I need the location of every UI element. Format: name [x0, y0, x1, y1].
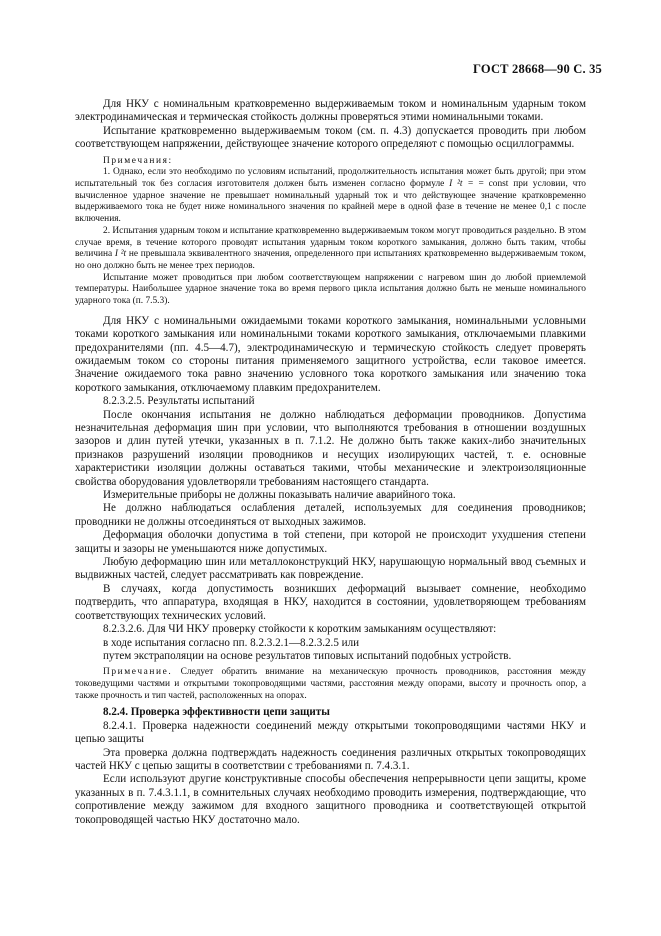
note-item — [75, 167, 586, 226]
paragraph: Не должно наблюдаться ослабления деталей, используемых для соединения проводников; проводники не должны отсоединяться от выходных зажимов. — [75, 502, 586, 528]
note-text: 2. Испытания ударным током и испытание кратковременно выдерживаемым током могут проводиться раздельно. В этом случае время, в течение которого проводят испытания ударным током короткого замыкания, должно быть таким, чтобы величина — [75, 225, 586, 260]
document-body — [75, 98, 586, 827]
paragraph: Если используют другие конструктивные способы обеспечения непрерывности цепи защиты, кроме указанных в п. 7.4.3.1.1, в сомнительных случаях необходимо проводить измерения, подтверждающие, что сопротивление между зажимом для входного защитного проводника и соответствующей открытой токопроводящей частью НКУ достаточно мало. — [75, 773, 586, 826]
paragraph: Испытание кратковременно выдерживаемым током (см. п. 4.3) допускается проводить при любом соответствующем напряжении, действующее значение которого определяют с помощью осциллограммы. — [75, 124, 586, 151]
section-heading: 8.2.4. Проверка эффективности цепи защиты — [103, 706, 330, 719]
notes-title: Примечания: — [103, 155, 173, 166]
note-item: Испытание может проводиться при любом соответствующем напряжении с нагревом шин до любой приемлемой температуры. Наибольшее ударное значение тока во время первого цикла испытания должно быть не меньше номинального ударного тока (п. 7.5.3). — [75, 272, 586, 307]
note-text: не превышала эквивалентного значения, определенного при испытаниях кратковременно выдерживаемым током, но оно должно быть не менее трех периодов. — [75, 249, 586, 271]
paragraph: 8.2.3.2.6. Для ЧИ НКУ проверку стойкости к коротким замыканиям осуществляют: — [103, 623, 497, 636]
paragraph: 8.2.4.1. Проверка надежности соединений между открытыми токопроводящими частями НКУ и цепью защиты — [75, 719, 586, 746]
section-heading: 8.2.3.2.5. Результаты испытаний — [103, 395, 255, 408]
note-item — [75, 226, 586, 273]
paragraph: В случаях, когда допустимость возникших деформаций вызывает сомнение, необходимо подтвердить, что аппаратура, входящая в НКУ, находится в состоянии, удовлетворяющем требованиям соответствующих технических условий. — [75, 582, 586, 622]
formula: I ²t = — [449, 179, 474, 190]
running-header: ГОСТ 28668—90 С. 35 — [473, 62, 602, 76]
paragraph: После окончания испытания не должно наблюдаться деформации проводников. Допустима незначительная деформация шин при условии, что выполняются требования в отношении воздушных зазоров и длин путей утечки, указанных в п. 7.1.2. Не должно быть также каких-либо значительных признаков разрушений изоляции проводников и несущих изолирующих частей, т. е. основные характеристики изоляции должны оставаться такими, чтобы механические и электроизоляционные свойства оборудования удовлетворяли требованиям настоящего стандарта. — [75, 408, 586, 488]
paragraph: путем экстраполяции на основе результатов типовых испытаний подобных устройств. — [103, 649, 512, 662]
note-block — [75, 667, 586, 702]
note-title: Примечание. — [103, 667, 173, 678]
paragraph: Для НКУ с номинальным кратковременно выдерживаемым током и номинальным ударным током электродинамическая и термическая стойкость должны проверяться этими номинальными токами. — [75, 98, 586, 124]
notes-block — [75, 156, 586, 308]
paragraph: Измерительные приборы не должны показывать наличие аварийного тока. — [103, 489, 456, 502]
paragraph: Любую деформацию шин или металлоконструкций НКУ, нарушающую нормальный ввод съемных и выдвижных частей, следует рассматривать как повреждение. — [75, 556, 586, 582]
paragraph: Для НКУ с номинальными ожидаемыми токами короткого замыкания, номинальными условными токами короткого замыкания или номинальными токами короткого замыкания, отключаемыми плавкими предохранителями (пп. 4.5—4.7), электродинамическую и термическую стойкость следует проверять ожидаемым током со стороны питания применяемого защитного устройства, если таковое имеется. Значение ожидаемого тока равно значению условного тока короткого замыкания или значению тока короткого замыкания, отключаемому плавким предохранителем. — [75, 314, 586, 394]
note-text: = const при условии, что вычисленное ударное значение не превышает номинальный ударный ток и что действующее значение кратковременно выдерживаемого тока не будет ниже номинального значения по крайней мере в одной фазе в течение не менее 0,1 с после включения. — [75, 179, 586, 225]
paragraph: Деформация оболочки допустима в той степени, при которой не происходит ухудшения степени защиты и зазоры не уменьшаются ниже допустимых. — [75, 529, 586, 555]
note-text: 1. Однако, если это необходимо по условиям испытаний, продолжительность испытания может быть другой; при этом испытательный ток без согласия изготовителя должен быть изменен согласно формуле — [75, 167, 586, 190]
paragraph: в ходе испытания согласно пп. 8.2.3.2.1—8.2.3.2.5 или — [103, 636, 360, 649]
formula: I ²t — [114, 249, 127, 260]
note-item — [75, 667, 586, 702]
paragraph: Эта проверка должна подтверждать надежность соединения различных открытых токопроводящих частей НКУ с цепью защиты в соответствии с требованиями п. 7.4.3.1. — [75, 746, 586, 773]
note-text: Следует обратить внимание на механическую прочность проводников, расстояния между токоведущими частями и открытыми токопроводящими частями, расстояния между опорами, высоту и прочность опор, а также прочность и тип частей, расположенных на опорах. — [75, 667, 586, 701]
